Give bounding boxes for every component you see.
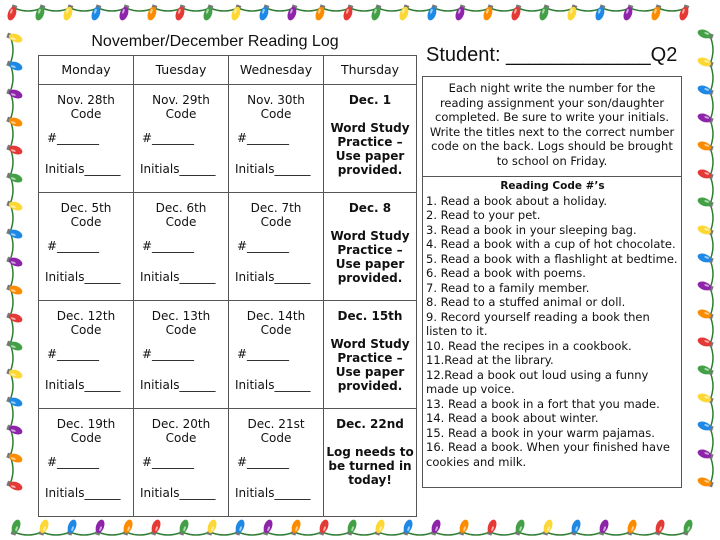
reading-code-item: 11.Read at the library.: [426, 353, 554, 367]
code-number-blank[interactable]: #_______: [142, 239, 195, 253]
code-label: Code: [165, 431, 197, 445]
thursday-cell: [324, 85, 417, 193]
thursday-date: Dec. 1: [348, 93, 392, 107]
reading-codes-box: [422, 176, 682, 488]
reading-codes-title: Reading Code #’s: [500, 180, 605, 192]
day-date: Dec. 20th: [151, 417, 211, 431]
table-header-row: [39, 56, 417, 85]
code-label: Code: [70, 323, 102, 337]
initials-blank[interactable]: Initials______: [235, 378, 311, 392]
week-row: [39, 85, 417, 193]
reading-log-table: [38, 55, 417, 517]
reading-code-item: 6. Read a book with poems.: [426, 266, 586, 280]
day-cell: [134, 193, 229, 301]
reading-code-item: 8. Read to a stuffed animal or doll.: [426, 295, 626, 309]
initials-blank[interactable]: Initials______: [45, 486, 121, 500]
reading-code-item: 9. Record yourself reading a book then listen to it.: [426, 309, 650, 338]
reading-code-item: 13. Read a book in a fort that you made.: [426, 396, 660, 411]
thursday-cell: [324, 193, 417, 301]
reading-code-item: 12.Read a book out loud using a funny made up voice.: [426, 367, 649, 396]
day-cell: [229, 85, 324, 193]
day-cell: [229, 193, 324, 301]
reading-code-item: 3. Read a book in your sleeping bag.: [426, 222, 637, 237]
initials-blank[interactable]: Initials______: [140, 270, 216, 284]
code-label: Code: [260, 323, 292, 337]
reading-code-item: 15. Read a book in your warm pajamas.: [426, 425, 655, 440]
code-label: Code: [70, 215, 102, 229]
thursday-cell: [324, 301, 417, 409]
instructions-box: Each night write the number for the reading assignment your son/daughter completed. Be sure to write your initials. Write the titles next to the correct number code on the back. Logs should be brought to school on Friday.: [422, 76, 682, 177]
thursday-note: Word Study Practice – Use paper provided.: [330, 337, 410, 393]
day-date: Dec. 6th: [155, 201, 207, 215]
day-date: Nov. 30th: [247, 93, 305, 107]
code-number-blank[interactable]: #_______: [142, 131, 195, 145]
day-cell: [39, 85, 134, 193]
initials-blank[interactable]: Initials______: [45, 162, 121, 176]
reading-code-item: 2. Read to your pet.: [426, 208, 541, 222]
reading-codes-list: [426, 194, 679, 470]
reading-code-item: 14. Read a book about winter.: [426, 411, 599, 425]
page-title: November/December Reading Log: [91, 33, 339, 50]
day-date: Dec. 14th: [246, 309, 306, 323]
code-number-blank[interactable]: #_______: [47, 131, 100, 145]
day-date: Dec. 5th: [60, 201, 112, 215]
reading-code-item: 7. Read to a family member.: [426, 280, 590, 295]
code-number-blank[interactable]: #_______: [47, 455, 100, 469]
code-label: Code: [70, 431, 102, 445]
thursday-date: Dec. 15th: [337, 309, 403, 323]
day-date: Nov. 29th: [152, 93, 210, 107]
day-header-tuesday: Tuesday: [134, 56, 229, 85]
initials-blank[interactable]: Initials______: [140, 378, 216, 392]
day-date: Dec. 13th: [151, 309, 211, 323]
day-header-monday: Monday: [39, 56, 134, 85]
day-date: Dec. 19th: [56, 417, 116, 431]
code-label: Code: [260, 431, 292, 445]
code-number-blank[interactable]: #_______: [142, 455, 195, 469]
code-label: Code: [70, 107, 102, 121]
reading-code-item: 1. Read a book about a holiday.: [426, 193, 607, 208]
day-header-wednesday: Wednesday: [229, 56, 324, 85]
day-date: Nov. 28th: [57, 93, 115, 107]
code-number-blank[interactable]: #_______: [237, 455, 290, 469]
day-cell: [134, 85, 229, 193]
thursday-date: Dec. 8: [348, 201, 392, 215]
reading-code-item: 10. Read the recipes in a cookbook.: [426, 338, 632, 353]
initials-blank[interactable]: Initials______: [235, 162, 311, 176]
student-label: Student: _____________Q2: [426, 44, 678, 66]
day-cell: [134, 301, 229, 409]
code-number-blank[interactable]: #_______: [237, 347, 290, 361]
thursday-note: Word Study Practice – Use paper provided.: [330, 121, 410, 177]
initials-blank[interactable]: Initials______: [235, 486, 311, 500]
code-label: Code: [260, 215, 292, 229]
reading-code-item: 16. Read a book. When your finished have cookies and milk.: [426, 440, 670, 469]
day-date: Dec. 7th: [250, 201, 302, 215]
code-number-blank[interactable]: #_______: [237, 239, 290, 253]
reading-code-item: 4. Read a book with a cup of hot chocolate.: [426, 237, 676, 251]
day-cell: [229, 301, 324, 409]
thursday-date: Dec. 22nd: [336, 417, 404, 431]
day-date: Dec. 12th: [56, 309, 116, 323]
code-label: Code: [165, 323, 197, 337]
week-row: [39, 409, 417, 517]
initials-blank[interactable]: Initials______: [235, 270, 311, 284]
day-date: Dec. 21st: [247, 417, 305, 431]
day-cell: [229, 409, 324, 517]
initials-blank[interactable]: Initials______: [140, 162, 216, 176]
reading-code-item: 5. Read a book with a flashlight at bedtime.: [426, 251, 678, 266]
code-label: Code: [165, 215, 197, 229]
code-label: Code: [260, 107, 292, 121]
week-row: [39, 301, 417, 409]
code-number-blank[interactable]: #_______: [47, 239, 100, 253]
thursday-cell: [324, 409, 417, 517]
initials-blank[interactable]: Initials______: [45, 378, 121, 392]
day-cell: [39, 301, 134, 409]
initials-blank[interactable]: Initials______: [140, 486, 216, 500]
day-cell: [134, 409, 229, 517]
thursday-note: Log needs to be turned in today!: [326, 445, 414, 487]
code-number-blank[interactable]: #_______: [47, 347, 100, 361]
code-number-blank[interactable]: #_______: [142, 347, 195, 361]
initials-blank[interactable]: Initials______: [45, 270, 121, 284]
code-number-blank[interactable]: #_______: [237, 131, 290, 145]
day-cell: [39, 409, 134, 517]
day-header-thursday: Thursday: [324, 56, 417, 85]
day-cell: [39, 193, 134, 301]
week-row: [39, 193, 417, 301]
thursday-note: Word Study Practice – Use paper provided.: [330, 229, 410, 285]
code-label: Code: [165, 107, 197, 121]
